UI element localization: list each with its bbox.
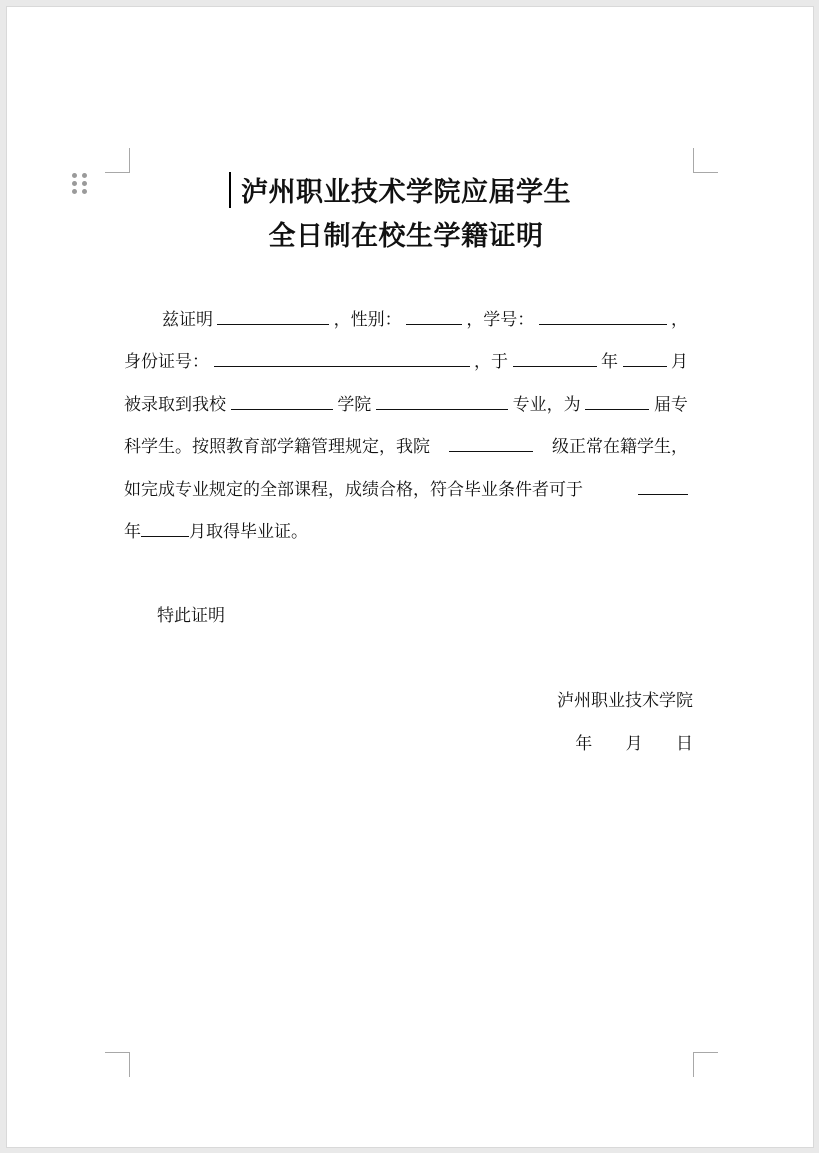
major-blank[interactable] (376, 391, 508, 410)
grade-blank[interactable] (449, 433, 533, 452)
enroll-month-blank[interactable] (623, 348, 667, 367)
college-blank[interactable] (231, 391, 333, 410)
body-line-1: 兹证明 ，性别： ，学号： ， (124, 299, 688, 341)
cohort-blank[interactable] (585, 391, 649, 410)
body-line-2: 身份证号： ，于 年 月 (124, 341, 688, 383)
graduation-year-blank[interactable] (638, 476, 688, 495)
body-line-3: 被录取到我校 学院 专业，为 届专 (124, 384, 688, 426)
student-id-blank[interactable] (539, 306, 667, 325)
page-title[interactable]: 泸州职业技术学院应届学生 (241, 177, 571, 208)
body-line-5: 如完成专业规定的全部课程，成绩合格，符合毕业条件者可于 (124, 469, 688, 511)
date-year: 年 (575, 734, 593, 754)
enroll-year-blank[interactable] (513, 348, 597, 367)
closing-statement[interactable]: 特此证明 (157, 606, 225, 626)
paragraph-drag-handle-icon[interactable] (72, 173, 88, 197)
id-number-blank[interactable] (214, 348, 470, 367)
graduation-month-blank[interactable] (141, 518, 189, 537)
name-blank[interactable] (217, 306, 329, 325)
issue-date[interactable] (575, 729, 693, 754)
page-subtitle[interactable]: 全日制在校生学籍证明 (268, 221, 544, 252)
body-line-4: 科学生。按照教育部学籍管理规定，我院 级正常在籍学生， (124, 426, 688, 468)
margin-marker-bottom-right (693, 1052, 718, 1077)
certificate-body[interactable] (124, 299, 688, 553)
date-day: 日 (676, 734, 693, 754)
gender-blank[interactable] (406, 306, 462, 325)
margin-marker-top-right (693, 148, 718, 173)
body-line-6: 年 月取得毕业证。 (124, 511, 688, 553)
issuer-signature[interactable]: 泸州职业技术学院 (557, 691, 693, 711)
margin-marker-bottom-left (105, 1052, 130, 1077)
date-month: 月 (625, 734, 643, 754)
